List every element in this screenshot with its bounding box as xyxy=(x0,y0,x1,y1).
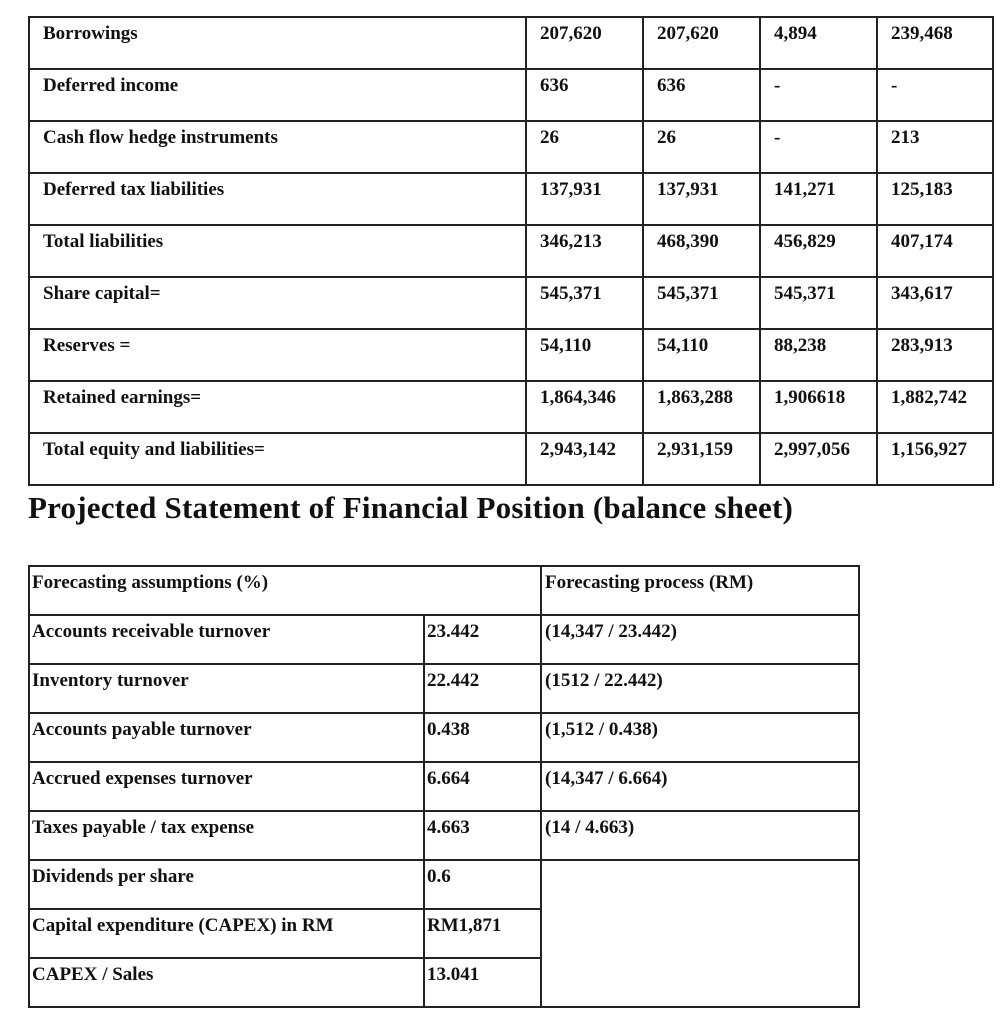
table-cell: 468,390 xyxy=(643,225,760,277)
table-row xyxy=(29,329,993,381)
forecast-table xyxy=(28,565,860,1008)
assumption-value: 6.664 xyxy=(424,762,541,811)
process-empty-cell xyxy=(541,860,859,1007)
table-cell: 137,931 xyxy=(643,173,760,225)
table-cell: 141,271 xyxy=(760,173,877,225)
row-label: Total equity and liabilities= xyxy=(29,433,526,485)
assumption-label: Capital expenditure (CAPEX) in RM xyxy=(29,909,424,958)
table-cell: 207,620 xyxy=(643,17,760,69)
section-title: Projected Statement of Financial Position (balance sheet) xyxy=(28,490,794,525)
forecast-body xyxy=(29,566,859,1007)
forecast-header-row xyxy=(29,566,859,615)
table-cell: 636 xyxy=(643,69,760,121)
table-row xyxy=(29,277,993,329)
table-row xyxy=(29,860,859,909)
table-cell: 1,863,288 xyxy=(643,381,760,433)
table-cell: 545,371 xyxy=(526,277,643,329)
table-cell: 1,864,346 xyxy=(526,381,643,433)
table-cell: 2,931,159 xyxy=(643,433,760,485)
table-cell: 1,906618 xyxy=(760,381,877,433)
process-cell: (1,512 / 0.438) xyxy=(541,713,859,762)
assumption-label: Accounts receivable turnover xyxy=(29,615,424,664)
table-cell: 2,943,142 xyxy=(526,433,643,485)
table-cell: 54,110 xyxy=(526,329,643,381)
table-row xyxy=(29,69,993,121)
table-row xyxy=(29,17,993,69)
row-label: Total liabilities xyxy=(29,225,526,277)
table-row xyxy=(29,811,859,860)
assumption-label: Taxes payable / tax expense xyxy=(29,811,424,860)
assumption-value: 0.6 xyxy=(424,860,541,909)
table-row xyxy=(29,381,993,433)
assumption-value: 4.663 xyxy=(424,811,541,860)
row-label: Deferred income xyxy=(29,69,526,121)
row-label: Deferred tax liabilities xyxy=(29,173,526,225)
table-cell: 456,829 xyxy=(760,225,877,277)
table-cell: 26 xyxy=(643,121,760,173)
process-cell: (14 / 4.663) xyxy=(541,811,859,860)
table-row xyxy=(29,762,859,811)
process-cell: (14,347 / 23.442) xyxy=(541,615,859,664)
table-cell: 545,371 xyxy=(643,277,760,329)
table-cell: - xyxy=(877,69,993,121)
table-cell: 1,156,927 xyxy=(877,433,993,485)
table-row xyxy=(29,225,993,277)
assumption-label: Dividends per share xyxy=(29,860,424,909)
table-cell: 125,183 xyxy=(877,173,993,225)
table-cell: 88,238 xyxy=(760,329,877,381)
table-row xyxy=(29,713,859,762)
row-label: Borrowings xyxy=(29,17,526,69)
table-row xyxy=(29,121,993,173)
table-cell: 137,931 xyxy=(526,173,643,225)
assumption-label: Accrued expenses turnover xyxy=(29,762,424,811)
table-cell: - xyxy=(760,121,877,173)
row-label: Cash flow hedge instruments xyxy=(29,121,526,173)
table-cell: 26 xyxy=(526,121,643,173)
table-row xyxy=(29,173,993,225)
assumption-value: RM1,871 xyxy=(424,909,541,958)
assumption-value: 23.442 xyxy=(424,615,541,664)
table-cell: 545,371 xyxy=(760,277,877,329)
table-cell: 2,997,056 xyxy=(760,433,877,485)
process-cell: (14,347 / 6.664) xyxy=(541,762,859,811)
assumption-value: 22.442 xyxy=(424,664,541,713)
table-cell: 343,617 xyxy=(877,277,993,329)
balance-sheet-table xyxy=(28,16,994,486)
table-cell: 1,882,742 xyxy=(877,381,993,433)
forecast-process-header: Forecasting process (RM) xyxy=(541,566,859,615)
assumption-value: 0.438 xyxy=(424,713,541,762)
table-cell: 213 xyxy=(877,121,993,173)
table-cell: 636 xyxy=(526,69,643,121)
table-cell: 407,174 xyxy=(877,225,993,277)
assumption-label: Inventory turnover xyxy=(29,664,424,713)
balance-sheet-body xyxy=(29,17,993,485)
table-row xyxy=(29,664,859,713)
table-cell: 283,913 xyxy=(877,329,993,381)
assumption-label: Accounts payable turnover xyxy=(29,713,424,762)
table-cell: - xyxy=(760,69,877,121)
assumption-label: CAPEX / Sales xyxy=(29,958,424,1007)
table-row xyxy=(29,615,859,664)
row-label: Share capital= xyxy=(29,277,526,329)
row-label: Reserves = xyxy=(29,329,526,381)
table-cell: 239,468 xyxy=(877,17,993,69)
table-cell: 4,894 xyxy=(760,17,877,69)
table-cell: 346,213 xyxy=(526,225,643,277)
table-row xyxy=(29,433,993,485)
assumption-value: 13.041 xyxy=(424,958,541,1007)
table-cell: 207,620 xyxy=(526,17,643,69)
table-cell: 54,110 xyxy=(643,329,760,381)
row-label: Retained earnings= xyxy=(29,381,526,433)
process-cell: (1512 / 22.442) xyxy=(541,664,859,713)
forecast-assumptions-header: Forecasting assumptions (%) xyxy=(29,566,541,615)
